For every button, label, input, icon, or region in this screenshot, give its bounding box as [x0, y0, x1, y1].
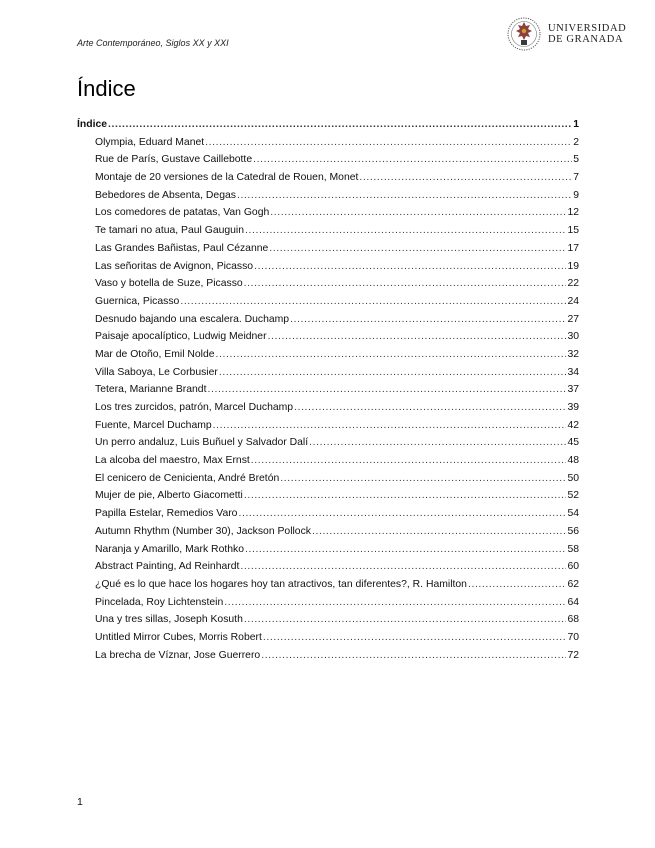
toc-entry-page: 45	[567, 437, 579, 449]
toc-entry-title: La brecha de Víznar, Jose Guerrero	[95, 649, 261, 661]
toc-leader-dots	[205, 137, 572, 148]
toc-entry-title: ¿Qué es lo que hace los hogares hoy tan atractivos, tan diferentes?, R. Hamilton	[95, 578, 467, 590]
toc-entry-page: 2	[573, 136, 579, 148]
toc-entry-page: 48	[567, 455, 579, 467]
toc-entry[interactable]	[77, 207, 579, 225]
university-line2: DE GRANADA	[548, 34, 624, 45]
toc-entry-title: Guernica, Picasso	[95, 295, 180, 307]
toc-entry-page: 50	[567, 472, 579, 484]
page-number: 1	[77, 796, 83, 808]
page-title: Índice	[77, 76, 136, 101]
toc-leader-dots	[294, 402, 566, 413]
toc-leader-dots	[244, 278, 567, 289]
toc-entry-title: Mar de Otoño, Emil Nolde	[95, 348, 215, 360]
toc-leader-dots	[180, 296, 566, 307]
toc-entry-page: 37	[567, 384, 579, 396]
toc-entry-title: Las señoritas de Avignon, Picasso	[95, 260, 254, 272]
toc-entry-page: 30	[567, 331, 579, 343]
toc-entry-title: Mujer de pie, Alberto Giacometti	[95, 490, 243, 502]
toc-leader-dots	[309, 437, 566, 448]
toc-leader-dots	[261, 650, 566, 661]
toc-entry-title: Montaje de 20 versiones de la Catedral de Rouen, Monet	[95, 172, 359, 184]
toc-entry-page: 7	[573, 172, 579, 184]
toc-leader-dots	[312, 526, 566, 537]
toc-entry[interactable]	[77, 314, 579, 332]
toc-entry-page: 34	[567, 366, 579, 378]
toc-leader-dots	[216, 349, 567, 360]
toc-leader-dots	[219, 367, 567, 378]
toc-entry-title: Desnudo bajando una escalera. Duchamp	[95, 313, 290, 325]
toc-entry-page: 68	[567, 614, 579, 626]
toc-entry[interactable]	[77, 437, 579, 455]
toc-entry-title: Autumn Rhythm (Number 30), Jackson Pollock	[95, 525, 311, 537]
toc-entry[interactable]	[77, 225, 579, 243]
toc-entry-page: 52	[567, 490, 579, 502]
toc-entry[interactable]	[77, 119, 579, 137]
toc-entry-page: 62	[567, 578, 579, 590]
toc-entry-title: Vaso y botella de Suze, Picasso	[95, 278, 243, 290]
toc-entry-page: 9	[573, 189, 579, 201]
toc-entry[interactable]	[77, 172, 579, 190]
toc-entry-page: 24	[567, 295, 579, 307]
toc-entry-page: 32	[567, 348, 579, 360]
toc-entry[interactable]	[77, 508, 579, 526]
toc-entry-page: 22	[567, 278, 579, 290]
toc-leader-dots	[269, 243, 566, 254]
toc-entry-page: 42	[567, 419, 579, 431]
toc-leader-dots	[245, 544, 566, 555]
toc-entry[interactable]	[77, 561, 579, 579]
table-of-contents	[77, 119, 579, 667]
toc-entry[interactable]	[77, 384, 579, 402]
toc-entry-page: 12	[567, 207, 579, 219]
toc-entry-title: Naranja y Amarillo, Mark Rothko	[95, 543, 244, 555]
toc-entry-page: 72	[567, 649, 579, 661]
toc-entry[interactable]	[77, 579, 579, 597]
toc-entry[interactable]	[77, 349, 579, 367]
toc-leader-dots	[244, 490, 567, 501]
toc-entry[interactable]	[77, 455, 579, 473]
toc-entry[interactable]	[77, 367, 579, 385]
toc-entry[interactable]	[77, 278, 579, 296]
toc-entry-page: 19	[567, 260, 579, 272]
course-header: Arte Contemporáneo, Siglos XX y XXI	[77, 38, 229, 48]
toc-entry-title: Tetera, Marianne Brandt	[95, 384, 207, 396]
toc-entry-title: Un perro andaluz, Luis Buñuel y Salvador Dalí	[95, 437, 309, 449]
toc-entry[interactable]	[77, 650, 579, 668]
toc-entry-page: 56	[567, 525, 579, 537]
toc-entry-title: Papilla Estelar, Remedios Varo	[95, 508, 238, 520]
toc-leader-dots	[270, 207, 566, 218]
toc-entry-title: Bebedores de Absenta, Degas	[95, 189, 236, 201]
toc-leader-dots	[268, 331, 567, 342]
toc-entry-page: 64	[567, 596, 579, 608]
toc-entry[interactable]	[77, 597, 579, 615]
toc-leader-dots	[468, 579, 566, 590]
toc-entry-title: La alcoba del maestro, Max Ernst	[95, 455, 250, 467]
toc-entry-title: Paisaje apocalíptico, Ludwig Meidner	[95, 331, 267, 343]
university-name	[548, 23, 626, 45]
toc-entry-title: Los tres zurcidos, patrón, Marcel Duchamp	[95, 402, 294, 413]
toc-entry[interactable]	[77, 614, 579, 632]
toc-entry[interactable]	[77, 473, 579, 491]
toc-entry-page: 1	[573, 119, 579, 130]
toc-entry[interactable]	[77, 544, 579, 562]
toc-entry-title: Los comedores de patatas, Van Gogh	[95, 207, 270, 219]
toc-entry-title: Fuente, Marcel Duchamp	[95, 419, 212, 431]
toc-entry-page: 58	[567, 543, 579, 555]
toc-entry-page: 39	[567, 402, 579, 413]
university-line1: UNIVERSIDAD	[548, 23, 627, 34]
toc-entry-title: Rue de París, Gustave Caillebotte	[95, 154, 253, 166]
toc-entry[interactable]	[77, 154, 579, 172]
toc-entry[interactable]	[77, 190, 579, 208]
toc-leader-dots	[238, 508, 566, 519]
toc-entry-title: El cenicero de Cenicienta, André Bretón	[95, 472, 280, 484]
toc-entry[interactable]	[77, 526, 579, 544]
toc-entry-page: 54	[567, 508, 579, 520]
toc-entry-title: Villa Saboya, Le Corbusier	[95, 366, 218, 378]
toc-entry-title: Una y tres sillas, Joseph Kosuth	[95, 614, 243, 626]
university-logo	[506, 16, 626, 52]
toc-leader-dots	[280, 473, 566, 484]
toc-leader-dots	[237, 190, 572, 201]
toc-entry-title: Olympia, Eduard Manet	[95, 136, 205, 148]
toc-entry-page: 60	[567, 561, 579, 573]
toc-leader-dots	[253, 154, 572, 165]
toc-entry-title: Pincelada, Roy Lichtenstein	[95, 596, 224, 608]
toc-entry-title: Te tamari no atua, Paul Gauguin	[95, 225, 245, 237]
toc-leader-dots	[108, 119, 572, 130]
toc-entry[interactable]	[77, 632, 579, 650]
toc-entry-page: 27	[567, 313, 579, 325]
toc-entry[interactable]	[77, 402, 579, 420]
toc-entry[interactable]	[77, 296, 579, 314]
toc-entry[interactable]	[77, 420, 579, 438]
toc-leader-dots	[207, 384, 566, 395]
toc-leader-dots	[213, 420, 567, 431]
toc-leader-dots	[263, 632, 567, 643]
toc-leader-dots	[359, 172, 572, 183]
toc-leader-dots	[240, 561, 566, 572]
toc-entry-page: 5	[573, 154, 579, 166]
toc-leader-dots	[245, 225, 566, 236]
toc-entry[interactable]	[77, 137, 579, 155]
toc-leader-dots	[251, 455, 567, 466]
toc-entry[interactable]	[77, 331, 579, 349]
university-seal-icon	[506, 16, 542, 52]
toc-entry[interactable]	[77, 243, 579, 261]
toc-leader-dots	[244, 614, 567, 625]
toc-leader-dots	[254, 261, 566, 272]
toc-leader-dots	[290, 314, 566, 325]
toc-entry-page: 17	[567, 242, 579, 254]
toc-leader-dots	[224, 597, 566, 608]
toc-entry-page: 15	[567, 225, 579, 237]
toc-entry[interactable]	[77, 490, 579, 508]
toc-entry-title: Índice	[77, 119, 108, 130]
toc-entry-page: 70	[567, 631, 579, 643]
toc-entry-title: Untitled Mirror Cubes, Morris Robert	[95, 631, 262, 643]
toc-entry-title: Las Grandes Bañistas, Paul Cézanne	[95, 242, 269, 254]
toc-entry-title: Abstract Painting, Ad Reinhardt	[95, 561, 240, 573]
toc-entry[interactable]	[77, 261, 579, 279]
